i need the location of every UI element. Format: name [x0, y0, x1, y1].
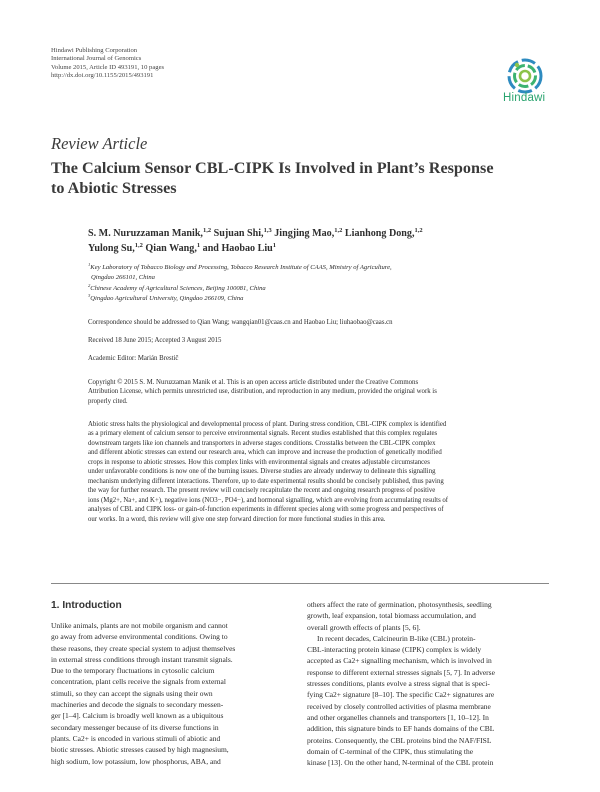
- affiliation: $^3$Qingdao Agricultural University, Qingdao 266109, China: [88, 292, 244, 302]
- body-line: secondary messenger because of its diverse functions in: [51, 722, 219, 732]
- body-line: overall growth effects of plants [5, 6].: [307, 622, 421, 632]
- copyright-line: properly cited.: [88, 397, 128, 405]
- journal-name: International Journal of Genomics: [51, 55, 142, 63]
- correspondence: Correspondence should be addressed to Qian Wang; wangqian01@caas.cn and Haobao Liu; liuhaobao@caas.cn: [88, 319, 393, 326]
- author-name: and Haobao Liu: [202, 243, 273, 254]
- body-line: growth, leaf expansion, total biomass accumulation, and: [307, 611, 476, 621]
- body-line: machineries and decode the signals to secondary messen-: [51, 700, 224, 710]
- abstract: [88, 420, 549, 524]
- body-line: high sodium, low potassium, low phosphorus, ABA, and: [51, 756, 221, 766]
- body-column-right: [307, 599, 550, 768]
- received-dates: Received 18 June 2015; Accepted 3 August 2015: [88, 337, 222, 344]
- abstract-line: ions (Mg2+, Na+, and K+), negative ions (NO3−, PO4−), and hormonal signalling, which are evolving from accumulating results of: [88, 496, 449, 504]
- author-name: Lianhong Dong,: [344, 228, 415, 239]
- copyright-line: Copyright © 2015 S. M. Nuruzzaman Manik et al. This is an open access article distributed under the Creative Commons: [88, 379, 419, 386]
- body-line: proteins. Consequently, the CBL proteins bind the NAF/FISL: [307, 735, 492, 745]
- body-line: In recent decades, Calcineurin B-like (CBL) protein-: [317, 633, 476, 643]
- body-line: response to different external stresses signals [5, 7]. In adverse: [307, 667, 495, 677]
- body-line: fying Ca2+ signature [8–10]. The specific Ca2+ signatures are: [307, 690, 495, 700]
- author-name: Jingjing Mao,: [274, 228, 335, 239]
- author-affil-sup: 1,2: [414, 227, 423, 234]
- article-type: Review Article: [51, 134, 148, 153]
- author-affil-sup: 1,2: [202, 227, 212, 234]
- body-line: CBL-interacting protein kinase (CIPK) complex is widely: [307, 645, 482, 655]
- publisher-name: Hindawi Publishing Corporation: [51, 47, 138, 54]
- author-name: Qian Wang,: [145, 243, 197, 254]
- body-column-left: [51, 620, 294, 767]
- affiliation-continued: Qingdao 266101, China: [91, 274, 155, 282]
- author-list: [88, 226, 508, 256]
- affiliation: $^1$Key Laboratory of Tobacco Biology and Processing, Tobacco Research Institute of CAAS, Ministry of Agriculture,: [88, 262, 392, 271]
- author-name: Yulong Su,: [88, 243, 135, 254]
- body-line: go away from adverse environmental conditions. Owing to: [51, 632, 228, 642]
- abstract-line: under unfavorable conditions is now one of the burning issues. Diverse studies are already underway to delineate this signalling: [88, 468, 436, 476]
- abstract-line: the way for further research. The present review will concisely recapitulate the recent and ongoing research progress of positive: [88, 487, 436, 495]
- title-line: to Abiotic Stresses: [51, 179, 177, 197]
- abstract-line: crops in response to abiotic stresses. How this complex links with environmental signals and creates adjustable circumstances: [88, 458, 430, 466]
- abstract-line: Abiotic stress halts the physiological and developmental process of plant. During stress condition, CBL-CIPK complex is identified: [88, 421, 447, 428]
- body-line: accepted as Ca2+ signalling mechanism, which is involved in: [307, 656, 492, 666]
- hindawi-logo-text: Hindawi: [503, 92, 546, 104]
- body-line: stimuli, so they can accept the signals using their own: [51, 688, 213, 698]
- doi-link[interactable]: http://dx.doi.org/10.1155/2015/493191: [51, 71, 154, 79]
- academic-editor: Academic Editor: Marián Brestič: [88, 355, 179, 362]
- journal-header: [51, 47, 164, 80]
- affiliations: [88, 263, 548, 304]
- body-line: stresses conditions, plants evolve a stress signal that is speci-: [307, 679, 490, 689]
- section-divider: [51, 583, 549, 584]
- body-line: concentration, plant cells receive the signals from external: [51, 677, 226, 687]
- abstract-line: analyses of CBL and CIPK loss- or gain-of-function experiments in different species along with some progress and perspectives of: [88, 506, 444, 514]
- body-line: ger [1–4]. Calcium is broadly well known as a ubiquitous: [51, 711, 224, 721]
- body-line: in external stress conditions through instant transmit signals.: [51, 654, 233, 664]
- author-affil-sup: 1: [196, 242, 201, 249]
- abstract-line: mechanism underlying different interactions. Therefore, up to date experimental results should be concisely published, thus paving: [88, 477, 444, 485]
- body-line: plants. Ca2+ is encoded in various stimuli of abiotic and: [51, 733, 221, 743]
- volume-info: Volume 2015, Article ID 493191, 10 pages: [51, 63, 165, 71]
- abstract-line: our works. In a word, this review will give one step forward direction for more functional studies in this area.: [88, 515, 386, 523]
- abstract-line: as a primary element of calcium sensor to perceive environmental signals. Recent studies established that this complex regulates: [88, 430, 438, 438]
- copyright-line: Attribution License, which permits unrestricted use, distribution, and reproduction in any medium, provided the original work is: [88, 388, 437, 396]
- body-line: Unlike animals, plants are not mobile organism and cannot: [51, 621, 228, 630]
- body-line: others affect the rate of germination, photosynthesis, seedling: [307, 600, 492, 609]
- body-line: biotic stresses. Abiotic stresses caused by high magnesium,: [51, 745, 229, 755]
- article-title: [51, 158, 551, 198]
- author-affil-sup: 1: [272, 242, 277, 249]
- body-line: these reasons, they create special system to adjust themselves: [51, 643, 236, 653]
- body-line: and other organelles channels and transporters [1, 10–12]. In: [307, 712, 489, 722]
- section-heading: 1. Introduction: [51, 600, 122, 611]
- body-line: Due to the temporary fluctuations in cytosolic calcium: [51, 666, 215, 676]
- author-name: Sujuan Shi,: [213, 228, 264, 239]
- copyright-notice: [88, 378, 549, 406]
- author-name: S. M. Nuruzzaman Manik,: [88, 228, 203, 239]
- author-affil-sup: 1,3: [263, 227, 272, 234]
- affiliation: $^2$Chinese Academy of Agricultural Sciences, Beijing 100081, China: [88, 282, 266, 292]
- abstract-line: and different abiotic stresses can extend our research area, which can improve and increase the production of genetically modified: [88, 449, 442, 457]
- author-affil-sup: 1,2: [134, 242, 143, 249]
- author-affil-sup: 1,2: [334, 227, 343, 234]
- body-line: received by closely controlled activities of plasma membrane: [307, 701, 491, 711]
- title-line: The Calcium Sensor CBL-CIPK Is Involved in Plant’s Response: [51, 159, 494, 177]
- abstract-line: downstream targets like ion channels and transporters in adverse stages conditions. Crosstalks between the CBL-CIPK complex: [88, 439, 436, 447]
- body-line: domain of C-terminal of the CIPK, thus stimulating the: [307, 746, 474, 756]
- body-line: kinase [13]. On the other hand, N-terminal of the CBL protein: [307, 758, 494, 768]
- body-line: addition, this signature binds to EF hands domains of the CBL: [307, 724, 495, 734]
